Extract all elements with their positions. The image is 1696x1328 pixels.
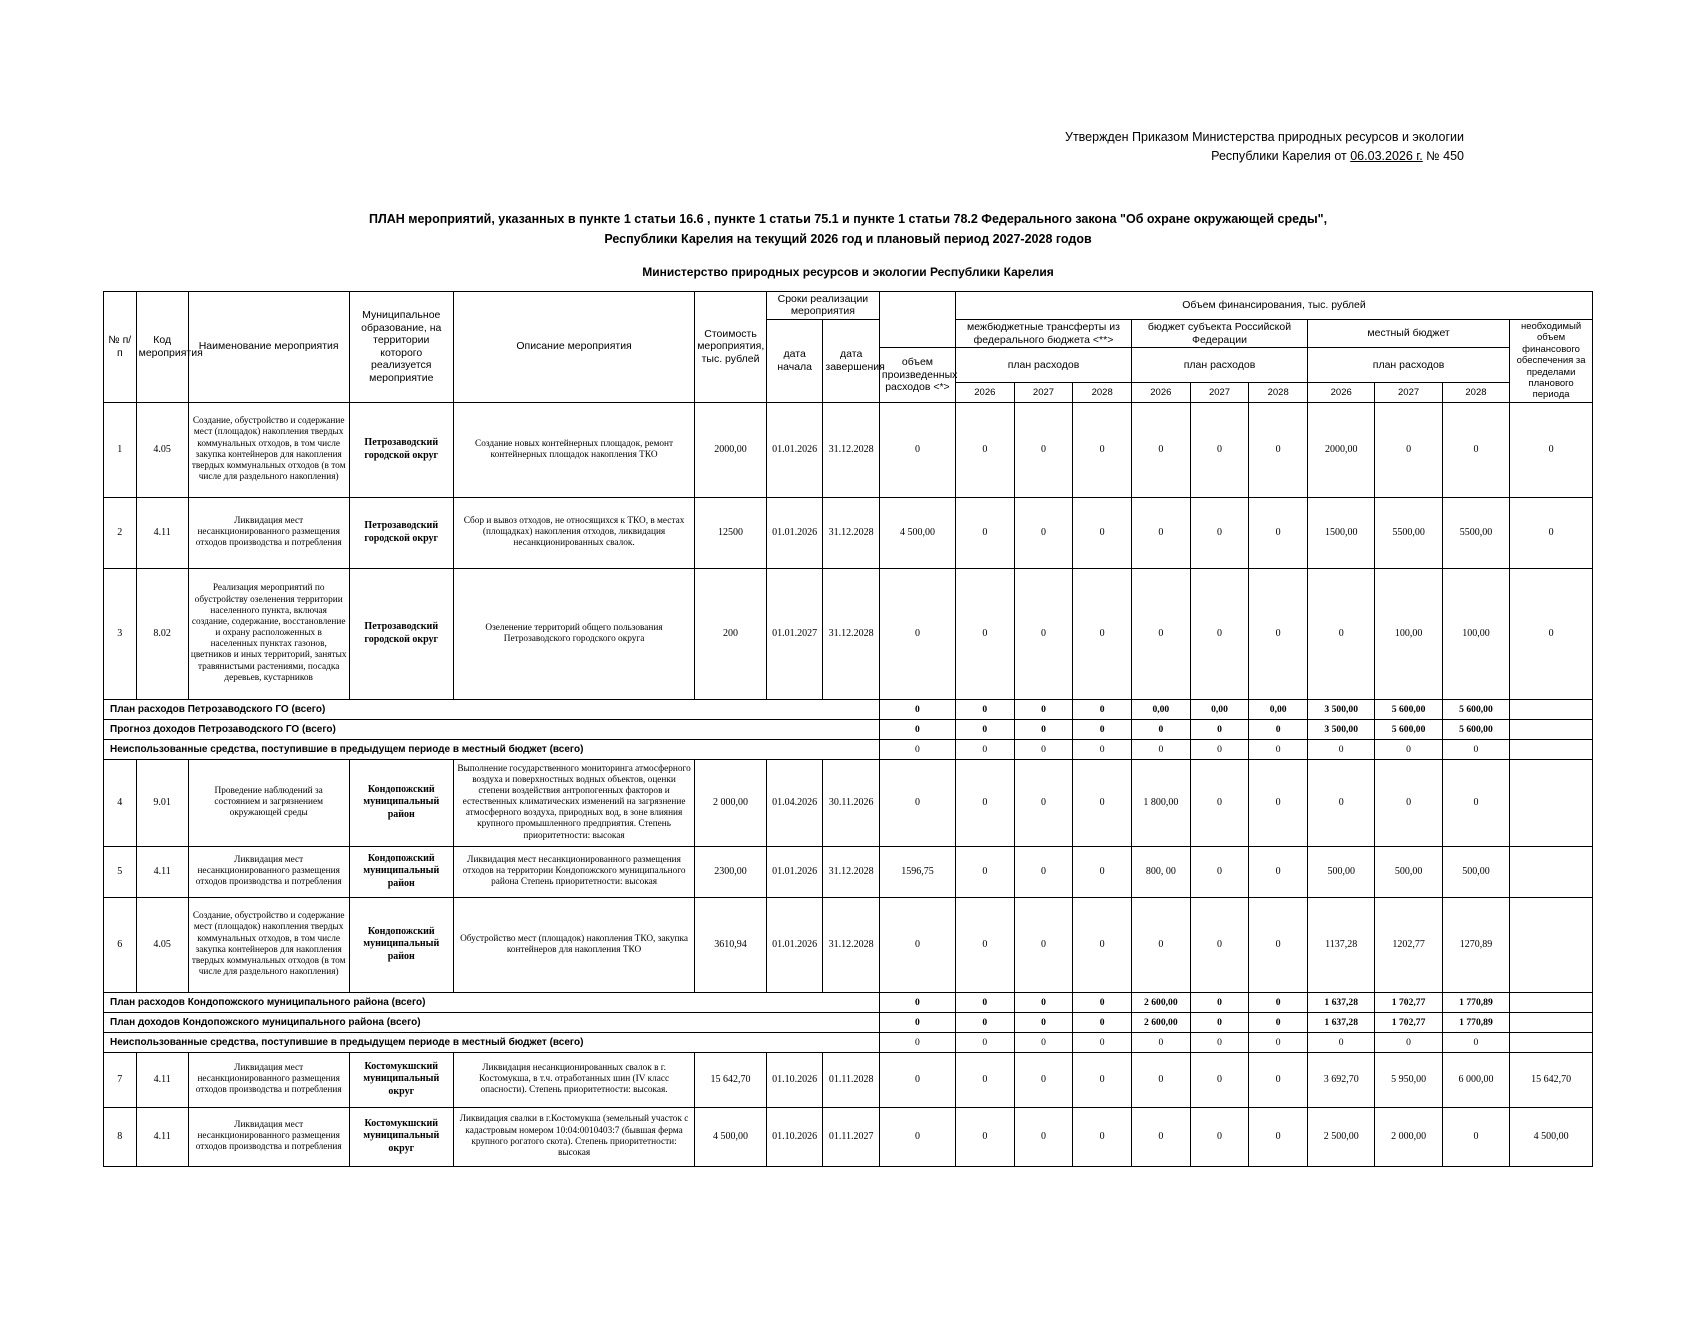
cell-code: 4.11 xyxy=(136,846,188,897)
cell-municipality: Кондопожский муниципальный район xyxy=(349,759,453,846)
cell-reg-2: 0 xyxy=(1249,897,1308,992)
total-fed-1: 0 xyxy=(1014,1032,1073,1052)
total-reg-2: 0 xyxy=(1249,719,1308,739)
cell-np: 1 xyxy=(104,402,137,497)
table-row xyxy=(104,568,1593,699)
cell-done-volume: 0 xyxy=(879,759,955,846)
cell-fed-1: 0 xyxy=(1014,1052,1073,1107)
total-reg-0: 0 xyxy=(1132,719,1191,739)
cell-reg-2: 0 xyxy=(1249,759,1308,846)
total-loc-0: 3 500,00 xyxy=(1308,699,1375,719)
total-reg-2: 0 xyxy=(1249,1012,1308,1032)
total-loc-0: 1 637,28 xyxy=(1308,1012,1375,1032)
total-fed-1: 0 xyxy=(1014,739,1073,759)
th-terms: Сроки реализации мероприятия xyxy=(766,291,879,319)
cell-fed-2: 0 xyxy=(1073,1052,1132,1107)
table-row xyxy=(104,402,1593,497)
cell-date-end: 30.11.2026 xyxy=(823,759,880,846)
cell-fed-0: 0 xyxy=(955,402,1014,497)
cell-code: 4.05 xyxy=(136,897,188,992)
approval-block xyxy=(0,128,1696,167)
cell-loc-1: 0 xyxy=(1375,759,1442,846)
total-loc-1: 5 600,00 xyxy=(1375,699,1442,719)
total-loc-0: 1 637,28 xyxy=(1308,992,1375,1012)
cell-name: Ликвидация мест несанкционированного размещения отходов производства и потребления xyxy=(188,1052,349,1107)
total-fed-0: 0 xyxy=(955,719,1014,739)
th-fed-2027: 2027 xyxy=(1014,383,1073,403)
total-fed-0: 0 xyxy=(955,992,1014,1012)
cell-loc-1: 0 xyxy=(1375,402,1442,497)
cell-code: 8.02 xyxy=(136,568,188,699)
cell-reg-1: 0 xyxy=(1190,497,1249,568)
total-fed-2: 0 xyxy=(1073,699,1132,719)
total-done: 0 xyxy=(879,719,955,739)
plan-table-wrapper xyxy=(103,291,1593,1167)
cell-reg-0: 0 xyxy=(1132,497,1191,568)
cell-reg-1: 0 xyxy=(1190,897,1249,992)
total-label: План расходов Кондопожского муниципального района (всего) xyxy=(104,992,880,1012)
document-page xyxy=(0,128,1696,1167)
cell-fed-2: 0 xyxy=(1073,568,1132,699)
total-reg-2: 0,00 xyxy=(1249,699,1308,719)
cell-cost: 200 xyxy=(695,568,767,699)
cell-date-end: 31.12.2028 xyxy=(823,402,880,497)
cell-need xyxy=(1510,846,1593,897)
total-fed-1: 0 xyxy=(1014,1012,1073,1032)
cell-reg-2: 0 xyxy=(1249,1052,1308,1107)
total-label: План расходов Петрозаводского ГО (всего) xyxy=(104,699,880,719)
total-fed-0: 0 xyxy=(955,699,1014,719)
total-reg-1: 0 xyxy=(1190,1012,1249,1032)
cell-name: Ликвидация мест несанкционированного размещения отходов производства и потребления xyxy=(188,497,349,568)
cell-done-volume: 1596,75 xyxy=(879,846,955,897)
cell-code: 4.05 xyxy=(136,402,188,497)
cell-fed-0: 0 xyxy=(955,1052,1014,1107)
cell-date-start: 01.01.2026 xyxy=(766,402,823,497)
total-reg-0: 2 600,00 xyxy=(1132,992,1191,1012)
table-row xyxy=(104,897,1593,992)
cell-description: Озеленение территорий общего пользования Петрозаводского городского округа xyxy=(453,568,694,699)
cell-fed-1: 0 xyxy=(1014,759,1073,846)
total-done: 0 xyxy=(879,1012,955,1032)
cell-fed-2: 0 xyxy=(1073,497,1132,568)
table-row xyxy=(104,846,1593,897)
cell-reg-1: 0 xyxy=(1190,568,1249,699)
total-reg-1: 0 xyxy=(1190,992,1249,1012)
cell-code: 9.01 xyxy=(136,759,188,846)
total-loc-0: 0 xyxy=(1308,1032,1375,1052)
cell-reg-0: 0 xyxy=(1132,1052,1191,1107)
total-reg-1: 0 xyxy=(1190,739,1249,759)
total-need xyxy=(1510,699,1593,719)
th-fed-2026: 2026 xyxy=(955,383,1014,403)
cell-municipality: Петрозаводский городской округ xyxy=(349,568,453,699)
total-done: 0 xyxy=(879,992,955,1012)
cell-loc-1: 500,00 xyxy=(1375,846,1442,897)
th-loc-2028: 2028 xyxy=(1442,383,1509,403)
cell-reg-2: 0 xyxy=(1249,1107,1308,1166)
cell-loc-0: 3 692,70 xyxy=(1308,1052,1375,1107)
total-loc-1: 5 600,00 xyxy=(1375,719,1442,739)
cell-municipality: Кондопожский муниципальный район xyxy=(349,897,453,992)
cell-date-end: 31.12.2028 xyxy=(823,846,880,897)
total-loc-2: 5 600,00 xyxy=(1442,699,1509,719)
total-fed-1: 0 xyxy=(1014,699,1073,719)
cell-date-end: 31.12.2028 xyxy=(823,568,880,699)
cell-need xyxy=(1510,897,1593,992)
total-loc-0: 0 xyxy=(1308,739,1375,759)
cell-reg-0: 0 xyxy=(1132,402,1191,497)
total-fed-2: 0 xyxy=(1073,1032,1132,1052)
cell-loc-2: 6 000,00 xyxy=(1442,1052,1509,1107)
th-need: необходимый объем финансового обеспечения за пределами планового периода xyxy=(1510,319,1593,402)
cell-fed-0: 0 xyxy=(955,897,1014,992)
plan-table xyxy=(103,291,1593,1167)
table-total-row xyxy=(104,739,1593,759)
cell-fed-2: 0 xyxy=(1073,1107,1132,1166)
total-fed-2: 0 xyxy=(1073,1012,1132,1032)
cell-cost: 2300,00 xyxy=(695,846,767,897)
cell-reg-2: 0 xyxy=(1249,846,1308,897)
total-label: Неиспользованные средства, поступившие в предыдущем периоде в местный бюджет (всего) xyxy=(104,739,880,759)
cell-np: 4 xyxy=(104,759,137,846)
cell-loc-2: 0 xyxy=(1442,402,1509,497)
th-regional: бюджет субъекта Российской Федерации xyxy=(1132,319,1308,347)
approval-line-2 xyxy=(0,147,1464,166)
cell-code: 4.11 xyxy=(136,1107,188,1166)
cell-loc-0: 1137,28 xyxy=(1308,897,1375,992)
total-loc-1: 1 702,77 xyxy=(1375,992,1442,1012)
table-total-row xyxy=(104,719,1593,739)
cell-done-volume: 4 500,00 xyxy=(879,497,955,568)
total-done: 0 xyxy=(879,699,955,719)
total-loc-1: 1 702,77 xyxy=(1375,1012,1442,1032)
total-loc-2: 1 770,89 xyxy=(1442,992,1509,1012)
approval-line-1: Утвержден Приказом Министерства природных ресурсов и экологии xyxy=(1065,130,1464,144)
table-total-row xyxy=(104,1032,1593,1052)
cell-date-end: 01.11.2028 xyxy=(823,1052,880,1107)
cell-name: Создание, обустройство и содержание мест (площадок) накопления твердых коммунальных отходов, в том числе закупка контейнеров для накопления твердых коммунальных отходов (в том числе для раздельного накопления) xyxy=(188,897,349,992)
cell-fed-0: 0 xyxy=(955,759,1014,846)
total-done: 0 xyxy=(879,1032,955,1052)
total-need xyxy=(1510,1032,1593,1052)
th-code: Код мероприятия xyxy=(136,291,188,402)
cell-reg-1: 0 xyxy=(1190,846,1249,897)
cell-reg-2: 0 xyxy=(1249,497,1308,568)
cell-description: Сбор и вывоз отходов, не относящихся к ТКО, в местах (площадках) накопления отходов, ликвидация несанкционированных свалок. xyxy=(453,497,694,568)
total-need xyxy=(1510,739,1593,759)
th-plan-reg: план расходов xyxy=(1132,348,1308,383)
cell-reg-0: 0 xyxy=(1132,897,1191,992)
total-need xyxy=(1510,992,1593,1012)
cell-done-volume: 0 xyxy=(879,1107,955,1166)
cell-loc-0: 2000,00 xyxy=(1308,402,1375,497)
cell-date-start: 01.01.2026 xyxy=(766,897,823,992)
cell-description: Обустройство мест (площадок) накопления ТКО, закупка контейнеров для накопления ТКО xyxy=(453,897,694,992)
cell-reg-1: 0 xyxy=(1190,402,1249,497)
cell-date-end: 01.11.2027 xyxy=(823,1107,880,1166)
cell-loc-0: 0 xyxy=(1308,759,1375,846)
cell-municipality: Костомукшский муниципальный округ xyxy=(349,1107,453,1166)
cell-fed-1: 0 xyxy=(1014,402,1073,497)
total-need xyxy=(1510,1012,1593,1032)
page-title-line-2: Республики Карелия на текущий 2026 год и плановый период 2027-2028 годов xyxy=(604,231,1092,246)
cell-municipality: Петрозаводский городской округ xyxy=(349,497,453,568)
cell-name: Реализация мероприятий по обустройству озеленения территории населенного пункта, включая создание, содержание, восстановление и охрану расположенных в населенных пунктах газонов, цветников и иных территорий, занятых травянистыми растениями, посадка деревьев, кустарников xyxy=(188,568,349,699)
total-fed-1: 0 xyxy=(1014,719,1073,739)
table-row xyxy=(104,759,1593,846)
total-loc-2: 0 xyxy=(1442,739,1509,759)
plan-table-body xyxy=(104,402,1593,1166)
cell-reg-0: 800, 00 xyxy=(1132,846,1191,897)
cell-loc-1: 5500,00 xyxy=(1375,497,1442,568)
cell-date-start: 01.01.2026 xyxy=(766,497,823,568)
th-financing: Объем финансирования, тыс. рублей xyxy=(955,291,1592,319)
table-total-row xyxy=(104,699,1593,719)
cell-np: 7 xyxy=(104,1052,137,1107)
total-reg-2: 0 xyxy=(1249,992,1308,1012)
cell-description: Создание новых контейнерных площадок, ремонт контейнерных площадок накопления ТКО xyxy=(453,402,694,497)
cell-np: 8 xyxy=(104,1107,137,1166)
total-fed-0: 0 xyxy=(955,1032,1014,1052)
cell-reg-0: 0 xyxy=(1132,1107,1191,1166)
cell-need: 4 500,00 xyxy=(1510,1107,1593,1166)
total-fed-0: 0 xyxy=(955,739,1014,759)
cell-fed-2: 0 xyxy=(1073,402,1132,497)
th-plan-fed: план расходов xyxy=(955,348,1131,383)
total-reg-0: 0,00 xyxy=(1132,699,1191,719)
th-np: № п/п xyxy=(104,291,137,402)
cell-need: 0 xyxy=(1510,568,1593,699)
cell-code: 4.11 xyxy=(136,497,188,568)
total-reg-0: 2 600,00 xyxy=(1132,1012,1191,1032)
cell-date-end: 31.12.2028 xyxy=(823,497,880,568)
cell-loc-2: 500,00 xyxy=(1442,846,1509,897)
cell-loc-0: 500,00 xyxy=(1308,846,1375,897)
cell-name: Ликвидация мест несанкционированного размещения отходов производства и потребления xyxy=(188,1107,349,1166)
th-local: местный бюджет xyxy=(1308,319,1510,347)
cell-date-start: 01.04.2026 xyxy=(766,759,823,846)
cell-reg-2: 0 xyxy=(1249,568,1308,699)
table-row xyxy=(104,497,1593,568)
total-fed-2: 0 xyxy=(1073,739,1132,759)
th-reg-2026: 2026 xyxy=(1132,383,1191,403)
cell-need xyxy=(1510,759,1593,846)
cell-fed-2: 0 xyxy=(1073,846,1132,897)
cell-name: Проведение наблюдений за состоянием и загрязнением окружающей среды xyxy=(188,759,349,846)
cell-fed-2: 0 xyxy=(1073,897,1132,992)
total-label: План доходов Кондопожского муниципального района (всего) xyxy=(104,1012,880,1032)
cell-loc-0: 2 500,00 xyxy=(1308,1107,1375,1166)
total-fed-0: 0 xyxy=(955,1012,1014,1032)
cell-description: Ликвидация мест несанкционированного размещения отходов на территории Кондопожского муниципального района Степень приоритетности: высокая xyxy=(453,846,694,897)
total-reg-2: 0 xyxy=(1249,1032,1308,1052)
cell-done-volume: 0 xyxy=(879,568,955,699)
th-federal: межбюджетные трансферты из федерального бюджета <**> xyxy=(955,319,1131,347)
th-reg-2027: 2027 xyxy=(1190,383,1249,403)
page-subtitle: Министерство природных ресурсов и экологии Республики Карелия xyxy=(642,264,1054,279)
cell-fed-0: 0 xyxy=(955,1107,1014,1166)
th-loc-2027: 2027 xyxy=(1375,383,1442,403)
approval-date: 06.03.2026 г. xyxy=(1350,149,1423,164)
cell-reg-1: 0 xyxy=(1190,1107,1249,1166)
total-reg-1: 0 xyxy=(1190,1032,1249,1052)
total-loc-2: 0 xyxy=(1442,1032,1509,1052)
table-total-row xyxy=(104,992,1593,1012)
cell-fed-1: 0 xyxy=(1014,1107,1073,1166)
total-label: Неиспользованные средства, поступившие в предыдущем периоде в местный бюджет (всего) xyxy=(104,1032,880,1052)
total-reg-2: 0 xyxy=(1249,739,1308,759)
th-done-volume-2: объем произведенных расходов <*> xyxy=(879,348,955,403)
total-loc-0: 3 500,00 xyxy=(1308,719,1375,739)
cell-done-volume: 0 xyxy=(879,897,955,992)
cell-reg-1: 0 xyxy=(1190,1052,1249,1107)
total-fed-1: 0 xyxy=(1014,992,1073,1012)
cell-done-volume: 0 xyxy=(879,402,955,497)
cell-cost: 2 000,00 xyxy=(695,759,767,846)
cell-loc-0: 0 xyxy=(1308,568,1375,699)
total-reg-0: 0 xyxy=(1132,1032,1191,1052)
total-label: Прогноз доходов Петрозаводского ГО (всего) xyxy=(104,719,880,739)
cell-date-start: 01.10.2026 xyxy=(766,1107,823,1166)
cell-name: Создание, обустройство и содержание мест (площадок) накопления твердых коммунальных отходов, в том числе закупка контейнеров для накопления твердых коммунальных отходов (в том числе для раздельного накопления) xyxy=(188,402,349,497)
cell-reg-0: 0 xyxy=(1132,568,1191,699)
cell-reg-1: 0 xyxy=(1190,759,1249,846)
cell-need: 0 xyxy=(1510,497,1593,568)
table-row xyxy=(104,1052,1593,1107)
page-title-line-1: ПЛАН мероприятий, указанных в пункте 1 статьи 16.6 , пункте 1 статьи 75.1 и пункте 1 статьи 78.2 Федерального закона "Об охране окружающей среды", xyxy=(368,211,1328,226)
total-loc-1: 0 xyxy=(1375,739,1442,759)
cell-date-start: 01.01.2026 xyxy=(766,846,823,897)
total-reg-0: 0 xyxy=(1132,739,1191,759)
cell-fed-1: 0 xyxy=(1014,846,1073,897)
cell-description: Выполнение государственного мониторинга атмосферного воздуха и поверхностных водных объектов, оценки степени воздействия антропогенных факторов и естественных климатических изменений на загрязнение атмосферного воздуха, природных вод, в зоне влияния крупного промышленного предприятия. Степень приоритетности: высокая xyxy=(453,759,694,846)
cell-reg-0: 1 800,00 xyxy=(1132,759,1191,846)
table-total-row xyxy=(104,1012,1593,1032)
plan-table-header xyxy=(104,291,1593,402)
cell-name: Ликвидация мест несанкционированного размещения отходов производства и потребления xyxy=(188,846,349,897)
page-title xyxy=(0,209,1696,249)
total-reg-1: 0,00 xyxy=(1190,699,1249,719)
cell-np: 5 xyxy=(104,846,137,897)
cell-description: Ликвидация несанкционированных свалок в г. Костомукша, в т.ч. отработанных шин (IV класс опасности). Степень приоритетности: высокая. xyxy=(453,1052,694,1107)
cell-municipality: Костомукшский муниципальный округ xyxy=(349,1052,453,1107)
cell-municipality: Петрозаводский городской округ xyxy=(349,402,453,497)
total-fed-2: 0 xyxy=(1073,992,1132,1012)
cell-loc-2: 100,00 xyxy=(1442,568,1509,699)
th-municipality: Муниципальное образование, на территории которого реализуется мероприятие xyxy=(349,291,453,402)
th-plan-loc: план расходов xyxy=(1308,348,1510,383)
cell-cost: 3610,94 xyxy=(695,897,767,992)
total-loc-2: 1 770,89 xyxy=(1442,1012,1509,1032)
th-loc-2026: 2026 xyxy=(1308,383,1375,403)
th-name: Наименование мероприятия xyxy=(188,291,349,402)
cell-municipality: Кондопожский муниципальный район xyxy=(349,846,453,897)
cell-loc-2: 0 xyxy=(1442,1107,1509,1166)
cell-loc-1: 5 950,00 xyxy=(1375,1052,1442,1107)
cell-date-start: 01.01.2027 xyxy=(766,568,823,699)
cell-loc-2: 0 xyxy=(1442,759,1509,846)
th-fed-2028: 2028 xyxy=(1073,383,1132,403)
approval-suffix: № 450 xyxy=(1422,149,1464,164)
cell-np: 2 xyxy=(104,497,137,568)
cell-fed-1: 0 xyxy=(1014,568,1073,699)
cell-fed-1: 0 xyxy=(1014,897,1073,992)
cell-loc-0: 1500,00 xyxy=(1308,497,1375,568)
cell-loc-2: 1270,89 xyxy=(1442,897,1509,992)
table-row xyxy=(104,1107,1593,1166)
cell-loc-2: 5500,00 xyxy=(1442,497,1509,568)
approval-prefix: Республики Карелия от xyxy=(1211,149,1351,164)
total-fed-2: 0 xyxy=(1073,719,1132,739)
cell-cost: 2000,00 xyxy=(695,402,767,497)
cell-fed-1: 0 xyxy=(1014,497,1073,568)
cell-fed-2: 0 xyxy=(1073,759,1132,846)
cell-reg-2: 0 xyxy=(1249,402,1308,497)
cell-done-volume: 0 xyxy=(879,1052,955,1107)
cell-loc-1: 1202,77 xyxy=(1375,897,1442,992)
total-done: 0 xyxy=(879,739,955,759)
cell-cost: 12500 xyxy=(695,497,767,568)
cell-fed-0: 0 xyxy=(955,568,1014,699)
cell-cost: 4 500,00 xyxy=(695,1107,767,1166)
th-description: Описание мероприятия xyxy=(453,291,694,402)
total-loc-1: 0 xyxy=(1375,1032,1442,1052)
total-need xyxy=(1510,719,1593,739)
cell-np: 6 xyxy=(104,897,137,992)
th-date-end: дата завершения xyxy=(823,319,880,402)
cell-fed-0: 0 xyxy=(955,497,1014,568)
cell-cost: 15 642,70 xyxy=(695,1052,767,1107)
cell-np: 3 xyxy=(104,568,137,699)
total-loc-2: 5 600,00 xyxy=(1442,719,1509,739)
cell-need: 15 642,70 xyxy=(1510,1052,1593,1107)
cell-date-start: 01.10.2026 xyxy=(766,1052,823,1107)
cell-loc-1: 100,00 xyxy=(1375,568,1442,699)
th-cost: Стоимость мероприятия, тыс. рублей xyxy=(695,291,767,402)
th-date-start: дата начала xyxy=(766,319,823,402)
cell-loc-1: 2 000,00 xyxy=(1375,1107,1442,1166)
cell-description: Ликвидация свалки в г.Костомукша (земельный участок с кадастровым номером 10:04:0010403:7 (бывшая ферма крупного рогатого скота). Степень приоритетности: высокая xyxy=(453,1107,694,1166)
cell-date-end: 31.12.2028 xyxy=(823,897,880,992)
cell-code: 4.11 xyxy=(136,1052,188,1107)
th-done-volume xyxy=(879,291,955,347)
cell-fed-0: 0 xyxy=(955,846,1014,897)
th-reg-2028: 2028 xyxy=(1249,383,1308,403)
total-reg-1: 0 xyxy=(1190,719,1249,739)
cell-need: 0 xyxy=(1510,402,1593,497)
